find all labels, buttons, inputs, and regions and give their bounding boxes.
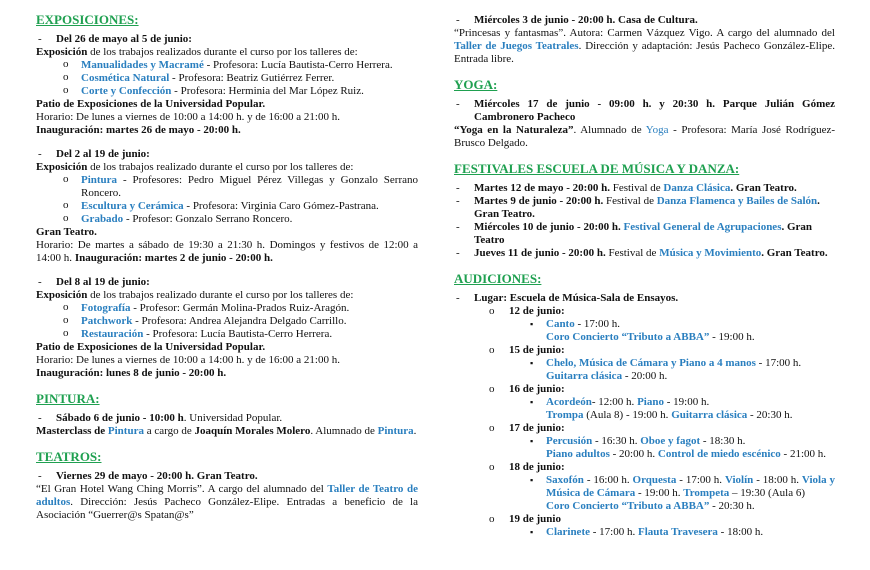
list-item: Piano adultos - 20:00 h. Control de miedo escénico - 21:00 h. <box>546 448 827 460</box>
left-column <box>36 8 418 522</box>
section-title-pintura: PINTURA: <box>36 391 100 406</box>
exhibit-hours-1: Horario: De lunes a viernes de 10:00 a 14:00 h. y de 16:00 a 21:00 h. <box>36 111 340 123</box>
exhibit-intro-2: Exposición de los trabajos realizado durante el curso por los talleres de: <box>36 161 354 173</box>
audiciones-lugar: - Lugar: Escuela de Música-Sala de Ensayos. <box>454 292 835 305</box>
exhibit-hours-3: Horario: De lunes a viernes de 10:00 a 14:00 h. y de 16:00 a 21:00 h. <box>36 354 340 366</box>
exhibit-date-1: - Del 26 de mayo al 5 de junio: <box>36 33 418 46</box>
list-item: o Pintura - Profesores: Pedro Miguel Pérez Villegas y Gonzalo Serrano Roncero. <box>81 174 418 200</box>
audicion-day-17: o 17 de junio: <box>454 422 835 435</box>
list-item: o Escultura y Cerámica - Profesora: Virginia Caro Gómez-Pastrana. <box>81 200 418 213</box>
right-column <box>454 8 835 539</box>
yoga-description: “Yoga en la Naturaleza”. Alumnado de Yoga - Profesora: María José Rodríguez-Brusco Delgado. <box>454 124 835 149</box>
exhibit-list-1 <box>36 59 418 98</box>
exhibit-hours-2: Horario: De martes a sábado de 19:30 a 21:30 h. Domingos y festivos de 12:00 a 14:00 h. Inauguración: martes 2 de junio - 20:00 h. <box>36 239 418 264</box>
audicion-day-16: o 16 de junio: <box>454 383 835 396</box>
list-item: o Fotografía - Profesor: Germán Molina-Prados Ruiz-Aragón. <box>81 302 418 315</box>
exhibit-inauguration-3: Inauguración: lunes 8 de junio - 20:00 h. <box>36 367 227 379</box>
list-item: o Corte y Confección - Profesora: Herminia del Mar López Ruiz. <box>81 85 418 98</box>
list-item: Trompa (Aula 8) - 19:00 h. Guitarra clásica - 20:30 h. <box>546 409 793 421</box>
list-item: Coro Concierto “Tributo a ABBA” - 19:00 h. <box>546 331 755 343</box>
list-item: o Restauración - Profesora: Lucía Bautista-Cerro Herrera. <box>81 328 418 341</box>
audicion-day-19: o 19 de junio <box>454 513 835 526</box>
exhibit-list-2 <box>36 174 418 226</box>
list-item: ▪ Canto - 17:00 h. <box>454 318 835 331</box>
yoga-date: - Miércoles 17 de junio - 09:00 h. y 20:30 h. Parque Julián Gómez Cambronero Pacheco <box>454 98 835 124</box>
section-title-exposiciones: EXPOSICIONES: <box>36 12 139 27</box>
exhibit-intro-3: Exposición de los trabajos realizado durante el curso por los talleres de: <box>36 289 354 301</box>
list-item: ▪ Percusión - 16:30 h. Oboe y fagot - 18:30 h. <box>454 435 835 448</box>
teatro-description-2: “Princesas y fantasmas”. Autora: Carmen Vázquez Vigo. A cargo del alumnado del Taller de Juegos Teatrales. Dirección y adaptación: Jesús Pacheco González-Elipe. Entrada libre. <box>454 27 835 65</box>
teatro-date-1: - Viernes 29 de mayo - 20:00 h. Gran Teatro. <box>36 470 418 483</box>
exhibit-inauguration-1: Inauguración: martes 26 de mayo - 20:00 h. <box>36 124 241 136</box>
list-item: ▪ Acordeón- 12:00 h. Piano - 19:00 h. <box>454 396 835 409</box>
festival-item: - Jueves 11 de junio - 20:00 h. Festival de Música y Movimiento. Gran Teatro. <box>454 247 835 260</box>
audicion-day-12: o 12 de junio: <box>454 305 835 318</box>
exhibit-place-3: Patio de Exposiciones de la Universidad Popular. <box>36 341 266 353</box>
list-item: ▪ Chelo, Música de Cámara y Piano a 4 manos - 17:00 h. <box>454 357 835 370</box>
list-item: Coro Concierto “Tributo a ABBA” - 20:30 h. <box>546 500 755 512</box>
exhibit-place-1: Patio de Exposiciones de la Universidad Popular. <box>36 98 266 110</box>
teatro-date-2: - Miércoles 3 de junio - 20:00 h. Casa de Cultura. <box>454 14 835 27</box>
exhibit-place-2: Gran Teatro. <box>36 226 97 238</box>
list-item: Guitarra clásica - 20:00 h. <box>546 370 668 382</box>
list-item: o Manualidades y Macramé - Profesora: Lucía Bautista-Cerro Herrera. <box>81 59 418 72</box>
teatro-description-1: “El Gran Hotel Wang Ching Morris”. A cargo del alumnado del Taller de Teatro de adultos. Dirección: Jesús Pacheco González-Elipe. Entradas a beneficio de la Asociación “Guerrer@s Spatan@s” <box>36 483 418 521</box>
festival-item: - Miércoles 10 de junio - 20:00 h. Festival General de Agrupaciones. Gran Teatro <box>454 221 835 247</box>
audicion-day-15: o 15 de junio: <box>454 344 835 357</box>
section-title-yoga: YOGA: <box>454 77 498 92</box>
pintura-description: Masterclass de Pintura a cargo de Joaquín Morales Molero. Alumnado de Pintura. <box>36 425 417 437</box>
exhibit-list-3 <box>36 302 418 341</box>
section-title-teatros: TEATROS: <box>36 449 102 464</box>
list-item: ▪ Clarinete - 17:00 h. Flauta Travesera - 18:00 h. <box>454 526 835 539</box>
audicion-day-18: o 18 de junio: <box>454 461 835 474</box>
list-item: o Grabado - Profesor: Gonzalo Serrano Roncero. <box>81 213 418 226</box>
exhibit-date-3: - Del 8 al 19 de junio: <box>36 276 418 289</box>
festival-item: - Martes 12 de mayo - 20:00 h. Festival de Danza Clásica. Gran Teatro. <box>454 182 835 195</box>
list-item: o Cosmética Natural - Profesora: Beatriz Gutiérrez Ferrer. <box>81 72 418 85</box>
exhibit-date-2: - Del 2 al 19 de junio: <box>36 148 418 161</box>
list-item: ▪ Saxofón - 16:00 h. Orquesta - 17:00 h. Violín - 18:00 h. Viola y Música de Cámara - 19:00 h. Trompeta – 19:30 (Aula 6) <box>454 474 835 500</box>
pintura-date: - Sábado 6 de junio - 10:00 h. Universidad Popular. <box>36 412 418 425</box>
section-title-festivales: FESTIVALES ESCUELA DE MÚSICA Y DANZA: <box>454 161 740 176</box>
exhibit-intro-1: Exposición de los trabajos realizados durante el curso por los talleres de: <box>36 46 358 58</box>
section-title-audiciones: AUDICIONES: <box>454 271 542 286</box>
list-item: o Patchwork - Profesora: Andrea Alejandra Delgado Carrillo. <box>81 315 418 328</box>
festival-item: - Martes 9 de junio - 20:00 h. Festival de Danza Flamenca y Bailes de Salón. Gran Teatro. <box>454 195 835 221</box>
